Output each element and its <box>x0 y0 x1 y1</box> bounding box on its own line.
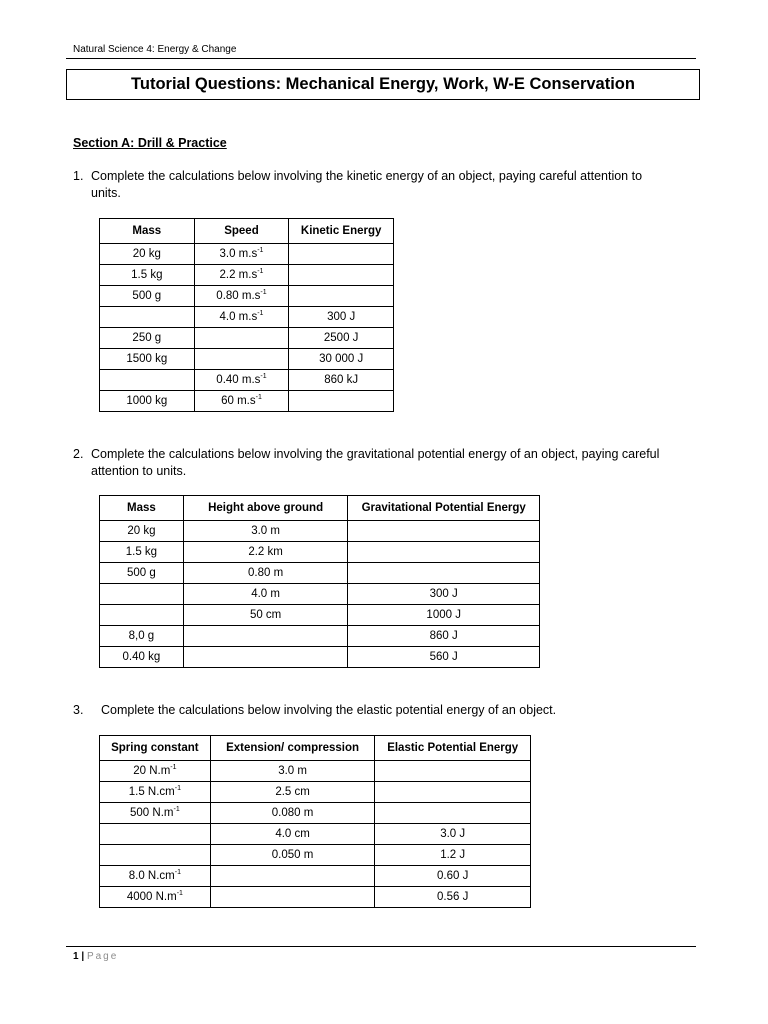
gpe-cell <box>348 563 540 584</box>
table-row <box>100 887 531 908</box>
table-row <box>100 647 540 668</box>
kinetic-energy-table <box>99 218 394 412</box>
kinetic-energy-cell <box>289 265 394 286</box>
height-cell: 3.0 m <box>183 521 348 542</box>
kinetic-energy-cell <box>289 244 394 265</box>
gravitational-potential-energy-table <box>99 495 540 668</box>
spring-constant-cell <box>100 824 211 845</box>
table-row <box>100 521 540 542</box>
mass-cell: 0.40 kg <box>100 647 184 668</box>
page-title: Tutorial Questions: Mechanical Energy, Work, W-E Conservation <box>66 69 700 100</box>
gpe-cell: 860 J <box>348 626 540 647</box>
column-header: Height above ground <box>183 496 348 521</box>
spring-constant-cell: 8.0 $N.cm^{-1}$ <box>100 866 211 887</box>
table-row <box>100 605 540 626</box>
kinetic-energy-cell <box>289 286 394 307</box>
gpe-cell <box>348 521 540 542</box>
speed-cell: 0.40 $m.s^{-1}$ <box>194 370 289 391</box>
height-cell: 0.80 m <box>183 563 348 584</box>
table-row <box>100 542 540 563</box>
epe-cell: 1.2 J <box>375 845 531 866</box>
question-3 <box>73 702 693 722</box>
table-row <box>100 626 540 647</box>
mass-cell: 1.5 kg <box>100 542 184 563</box>
extension-cell <box>210 866 375 887</box>
epe-cell: 0.60 J <box>375 866 531 887</box>
mass-cell: 1500 kg <box>100 349 195 370</box>
speed-cell: 0.80 $m.s^{-1}$ <box>194 286 289 307</box>
height-cell: 2.2 km <box>183 542 348 563</box>
page-label: Page <box>86 951 119 962</box>
kinetic-energy-cell <box>289 391 394 412</box>
kinetic-energy-cell: 2500 J <box>289 328 394 349</box>
kinetic-energy-cell: 860 kJ <box>289 370 394 391</box>
height-cell <box>183 626 348 647</box>
footer-separator: | <box>81 951 85 962</box>
table-row <box>100 265 394 286</box>
table-row <box>100 563 540 584</box>
extension-cell <box>210 887 375 908</box>
table-row <box>100 286 394 307</box>
mass-cell: 20 kg <box>100 244 195 265</box>
epe-cell: 3.0 J <box>375 824 531 845</box>
question-number: 1. <box>73 169 84 183</box>
epe-cell: 0.56 J <box>375 887 531 908</box>
mass-cell: 1.5 kg <box>100 265 195 286</box>
table-row <box>100 244 394 265</box>
question-2 <box>73 446 703 486</box>
extension-cell: 4.0 cm <box>210 824 375 845</box>
spring-constant-cell: 500 $N.m^{-1}$ <box>100 803 211 824</box>
table-row <box>100 824 531 845</box>
table-row <box>100 782 531 803</box>
question-number: 3. <box>73 703 84 717</box>
page-number: 1 <box>73 951 79 962</box>
table-row <box>100 761 531 782</box>
spring-constant-cell: 4000 $N.m^{-1}$ <box>100 887 211 908</box>
height-cell: 50 cm <box>183 605 348 626</box>
table-row <box>100 328 394 349</box>
column-header: Speed <box>194 219 289 244</box>
column-header: Extension/ compression <box>210 736 375 761</box>
document-header: Natural Science 4: Energy & Change <box>73 44 237 55</box>
column-header: Gravitational Potential Energy <box>348 496 540 521</box>
gpe-cell <box>348 542 540 563</box>
mass-cell <box>100 584 184 605</box>
question-text-line-1: Complete the calculations below involving the kinetic energy of an object, paying careful attention to <box>91 169 643 183</box>
column-header: Spring constant <box>100 736 211 761</box>
page-footer <box>73 951 118 962</box>
extension-cell: 2.5 cm <box>210 782 375 803</box>
table-row <box>100 307 394 328</box>
spring-constant-cell: 1.5 $N.cm^{-1}$ <box>100 782 211 803</box>
column-header: Mass <box>100 496 184 521</box>
kinetic-energy-cell: 300 J <box>289 307 394 328</box>
table-row <box>100 845 531 866</box>
speed-cell: 60 $m.s^{-1}$ <box>194 391 289 412</box>
epe-cell <box>375 782 531 803</box>
question-text-line-2: units. <box>91 186 121 200</box>
mass-cell <box>100 307 195 328</box>
mass-cell: 500 g <box>100 286 195 307</box>
header-divider <box>66 58 696 59</box>
footer-divider <box>66 946 696 947</box>
mass-cell <box>100 605 184 626</box>
table-row <box>100 866 531 887</box>
table-row <box>100 803 531 824</box>
question-text-line-2: attention to units. <box>91 464 187 478</box>
mass-cell: 20 kg <box>100 521 184 542</box>
speed-cell: 4.0 $m.s^{-1}$ <box>194 307 289 328</box>
speed-cell: 3.0 $m.s^{-1}$ <box>194 244 289 265</box>
column-header: Mass <box>100 219 195 244</box>
elastic-potential-energy-table <box>99 735 531 908</box>
extension-cell: 0.080 m <box>210 803 375 824</box>
table-row <box>100 349 394 370</box>
spring-constant-cell: 20 $N.m^{-1}$ <box>100 761 211 782</box>
question-text-line-1: Complete the calculations below involving the gravitational potential energy of an object, paying careful <box>91 447 660 461</box>
height-cell <box>183 647 348 668</box>
gpe-cell: 560 J <box>348 647 540 668</box>
epe-cell <box>375 761 531 782</box>
question-1 <box>73 168 693 208</box>
epe-cell <box>375 803 531 824</box>
extension-cell: 3.0 m <box>210 761 375 782</box>
extension-cell: 0.050 m <box>210 845 375 866</box>
table-row <box>100 370 394 391</box>
mass-cell: 8,0 g <box>100 626 184 647</box>
speed-cell <box>194 328 289 349</box>
mass-cell: 1000 kg <box>100 391 195 412</box>
column-header: Kinetic Energy <box>289 219 394 244</box>
table-row <box>100 391 394 412</box>
table-row <box>100 584 540 605</box>
speed-cell: 2.2 $m.s^{-1}$ <box>194 265 289 286</box>
mass-cell <box>100 370 195 391</box>
spring-constant-cell <box>100 845 211 866</box>
section-heading: Section A: Drill & Practice <box>73 136 227 150</box>
question-number: 2. <box>73 447 84 461</box>
mass-cell: 250 g <box>100 328 195 349</box>
height-cell: 4.0 m <box>183 584 348 605</box>
mass-cell: 500 g <box>100 563 184 584</box>
kinetic-energy-cell: 30 000 J <box>289 349 394 370</box>
gpe-cell: 300 J <box>348 584 540 605</box>
column-header: Elastic Potential Energy <box>375 736 531 761</box>
speed-cell <box>194 349 289 370</box>
question-text-line-1: Complete the calculations below involving the elastic potential energy of an object. <box>101 703 557 717</box>
gpe-cell: 1000 J <box>348 605 540 626</box>
